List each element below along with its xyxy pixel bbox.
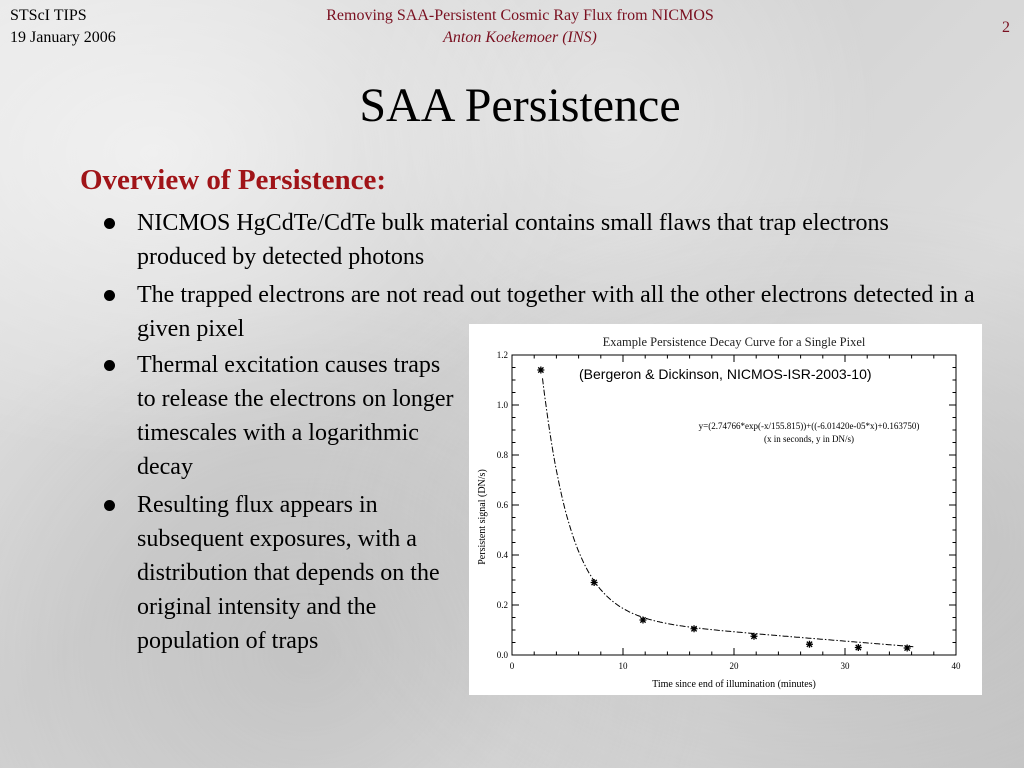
data-point bbox=[639, 617, 646, 624]
bullet-text: The trapped electrons are not read out together with all the other electrons detected in a given pixel bbox=[137, 282, 975, 342]
data-point bbox=[750, 633, 757, 640]
figure-reference: (Bergeron & Dickinson, NICMOS-ISR-2003-10) bbox=[579, 366, 872, 382]
header-center bbox=[250, 5, 790, 49]
fit-equation-note: (x in seconds, y in DN/s) bbox=[764, 434, 854, 444]
fit-curve-line bbox=[543, 378, 914, 646]
x-tick-label: 30 bbox=[840, 661, 850, 671]
x-tick-label: 10 bbox=[618, 661, 628, 671]
y-tick-label: 0.2 bbox=[496, 600, 508, 610]
y-tick-label: 0.0 bbox=[496, 650, 508, 660]
data-point bbox=[855, 644, 862, 651]
y-tick-label: 0.4 bbox=[496, 550, 508, 560]
header-left bbox=[10, 5, 116, 49]
bullet-dot-icon bbox=[104, 290, 115, 301]
y-axis-label: Persistent signal (DN/s) bbox=[477, 469, 488, 565]
data-point bbox=[691, 625, 698, 632]
data-point bbox=[904, 645, 911, 652]
y-tick-label: 1.2 bbox=[496, 350, 508, 360]
org-label: STScI TIPS bbox=[10, 7, 87, 24]
bullet-text: NICMOS HgCdTe/CdTe bulk material contains small flaws that trap electrons produced by detected photons bbox=[137, 210, 889, 270]
data-point bbox=[591, 579, 598, 586]
persistence-figure bbox=[469, 324, 982, 695]
bullet-item bbox=[104, 348, 464, 484]
x-axis-label: Time since end of illumination (minutes) bbox=[652, 679, 816, 690]
data-point bbox=[537, 367, 544, 374]
x-tick-label: 40 bbox=[951, 661, 961, 671]
slide-title: SAA Persistence bbox=[359, 79, 681, 132]
talk-title: Removing SAA-Persistent Cosmic Ray Flux from NICMOS bbox=[326, 7, 714, 24]
data-point bbox=[806, 641, 813, 648]
slide-number: 2 bbox=[1002, 19, 1010, 36]
y-tick-label: 0.8 bbox=[496, 450, 508, 460]
date-label: 19 January 2006 bbox=[10, 29, 116, 46]
bullet-dot-icon bbox=[104, 360, 115, 371]
x-tick-label: 0 bbox=[509, 661, 515, 671]
bullet-text: Resulting flux appears in subsequent exposures, with a distribution that depends on the original intensity and the population of traps bbox=[137, 492, 440, 654]
overview-heading: Overview of Persistence: bbox=[80, 164, 386, 196]
fit-equation: y=(2.74766*exp(-x/155.815))+((-6.01420e-05*x)+0.163750) bbox=[698, 421, 920, 431]
chart-title: Example Persistence Decay Curve for a Single Pixel bbox=[602, 335, 866, 349]
author-label: Anton Koekemoer (INS) bbox=[443, 29, 597, 46]
bullet-dot-icon bbox=[104, 500, 115, 511]
y-tick-label: 0.6 bbox=[496, 500, 508, 510]
plot-frame bbox=[512, 355, 956, 655]
y-tick-label: 1.0 bbox=[496, 400, 508, 410]
bullet-item bbox=[104, 206, 944, 274]
bullet-text: Thermal excitation causes traps to release the electrons on longer timescales with a logarithmic decay bbox=[137, 352, 454, 480]
bullet-dot-icon bbox=[104, 218, 115, 229]
bullet-item bbox=[104, 488, 464, 658]
x-tick-label: 20 bbox=[729, 661, 739, 671]
